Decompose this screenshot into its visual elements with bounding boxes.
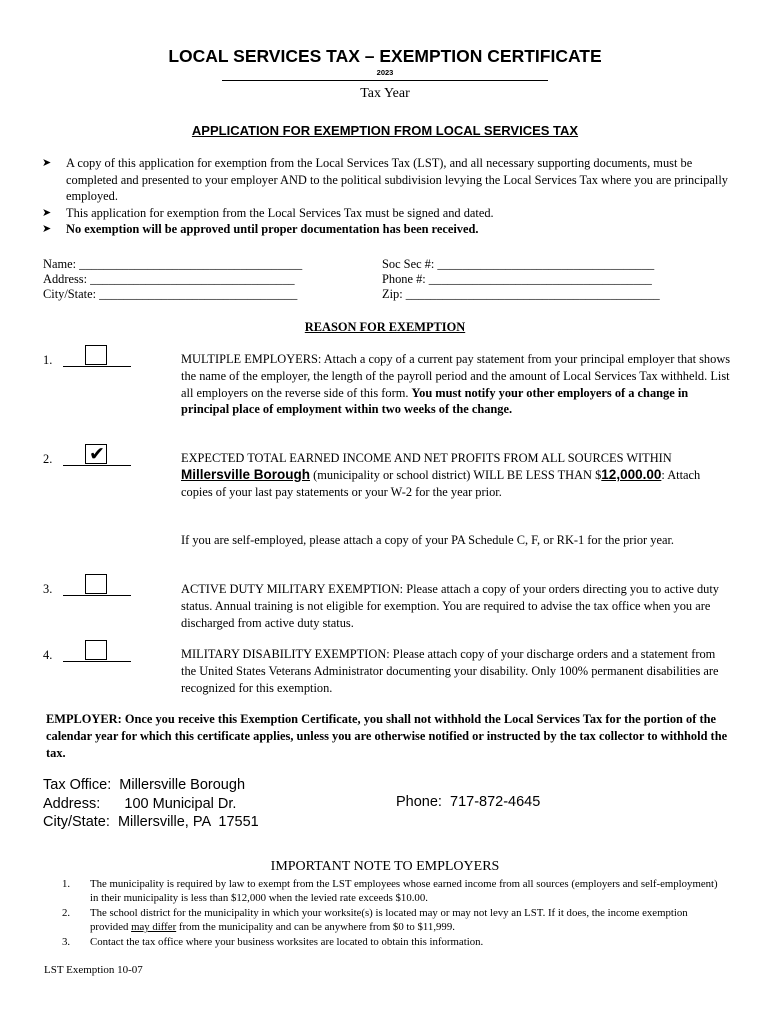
application-heading: APPLICATION FOR EXEMPTION FROM LOCAL SERVICES TAX (191, 123, 579, 138)
reason-text: ACTIVE DUTY MILITARY EXEMPTION: Please attach a copy of your orders directing you to active duty status. Annual training is not eligible for exemption. You are required to advise the tax office when you are discharged from active duty status. (181, 582, 719, 630)
instruction-bullet (42, 221, 732, 238)
note-text-part: from the municipality and can be anywhere from $0 to $11,999. (176, 921, 455, 934)
tax-office-line: Tax Office: Millersville Borough (43, 777, 246, 793)
city-state-field[interactable]: City/State: ________________________________ (43, 287, 298, 301)
note-text: The municipality is required by law to exempt from the LST employees whose earned income from all sources (employers and self-employment) in their municipality is less than $12,000 when the levied rate exceeds $10.00. (90, 878, 718, 905)
name-field[interactable]: Name: ____________________________________ (43, 257, 303, 271)
note-text (90, 906, 722, 935)
note-item (62, 906, 722, 935)
check-icon: ✔ (89, 443, 105, 465)
reason-body: (municipality or school district) WILL BE LESS THAN $ (310, 467, 602, 482)
reason-text (181, 450, 731, 500)
tax-year-label: Tax Year (360, 86, 410, 101)
municipality-field[interactable]: Millersville Borough (181, 466, 311, 482)
important-note-heading: IMPORTANT NOTE TO EMPLOYERS (270, 859, 500, 874)
note-item (62, 877, 722, 906)
instruction-bullet (42, 205, 732, 222)
reason-body: EXPECTED TOTAL EARNED INCOME AND NET PROFITS FROM ALL SOURCES WITHIN (181, 451, 672, 465)
instruction-text: A copy of this application for exemption from the Local Services Tax (LST), and all necessary supporting documents, must be completed and presented to your employer AND to the political subdivision levying the Local Services Tax where you are principally employed. (66, 156, 728, 203)
phone-field[interactable]: Phone #: ____________________________________ (382, 272, 652, 286)
form-footer: LST Exemption 10-07 (44, 964, 143, 976)
income-exemption-checkbox[interactable] (85, 444, 107, 464)
arrow-bullet-icon: ➤ (42, 157, 52, 169)
tax-office-city: City/State: Millersville, PA 17551 (43, 814, 259, 830)
employer-note: EMPLOYER: Once you receive this Exemption Certificate, you shall not withhold the Local Services Tax for the portion of the calendar year for which this certificate applies, unless you are otherwise notified or instructed by the tax collector to withhold the tax. (46, 712, 728, 760)
income-amount-field[interactable]: 12,000.00 (601, 466, 662, 482)
note-item (62, 935, 722, 949)
reason-text (181, 351, 731, 418)
reason-bold-note: You must notify your other employers of a change in principal place of employment within two weeks of the change. (181, 385, 689, 417)
reason-number: 4. (43, 648, 53, 662)
instruction-text: No exemption will be approved until proper documentation has been received. (66, 222, 479, 236)
reason-number: 2. (43, 452, 53, 466)
note-text: Contact the tax office where your business worksites are located to obtain this information. (90, 936, 484, 948)
note-number: 1. (62, 878, 71, 890)
form-title: LOCAL SERVICES TAX – EXEMPTION CERTIFICATE (168, 46, 602, 66)
active-duty-checkbox[interactable] (85, 574, 107, 594)
instruction-text: This application for exemption from the Local Services Tax must be signed and dated. (66, 206, 494, 220)
tax-office-address: Address: 100 Municipal Dr. (43, 796, 237, 812)
note-number: 2. (62, 907, 71, 919)
military-disability-checkbox[interactable] (85, 640, 107, 660)
soc-sec-field[interactable]: Soc Sec #: ___________________________________ (382, 257, 655, 271)
arrow-bullet-icon: ➤ (42, 223, 52, 235)
instruction-bullet (42, 155, 732, 205)
reason-heading: REASON FOR EXEMPTION (304, 320, 466, 334)
tax-office-phone: Phone: 717-872-4645 (396, 794, 541, 810)
arrow-bullet-icon: ➤ (42, 207, 52, 219)
multiple-employers-checkbox[interactable] (85, 345, 107, 365)
reason-body: : Attach copies of your last pay statements or your W-2 for the year prior. (181, 467, 701, 499)
note-text-part: The school district for the municipality in which your worksite(s) is located may or may not levy an LST. If it does, the income exemption provided (90, 907, 688, 934)
address-field[interactable]: Address: _________________________________ (43, 272, 295, 286)
reason-number: 3. (43, 582, 53, 596)
zip-field[interactable]: Zip: _________________________________________ (382, 287, 660, 301)
reason-body: MULTIPLE EMPLOYERS: Attach a copy of a current pay statement from your principal employer that shows the name of the employer, the length of the payroll period and the amount of Local Services Tax withheld. List all employers on the reverse side of this form. (181, 352, 731, 400)
note-number: 3. (62, 936, 71, 948)
self-employed-note: If you are self-employed, please attach a copy of your PA Schedule C, F, or RK-1 for the prior year. (181, 533, 675, 547)
tax-year-field[interactable]: 2023 (222, 67, 548, 81)
reason-number: 1. (43, 353, 53, 367)
note-emphasis: may differ (131, 921, 177, 934)
reason-text: MILITARY DISABILITY EXEMPTION: Please attach copy of your discharge orders and a statement from the United States Veterans Administrator documenting your disability. Only 100% permanent disabilities are recognized for this exemption. (181, 647, 719, 695)
